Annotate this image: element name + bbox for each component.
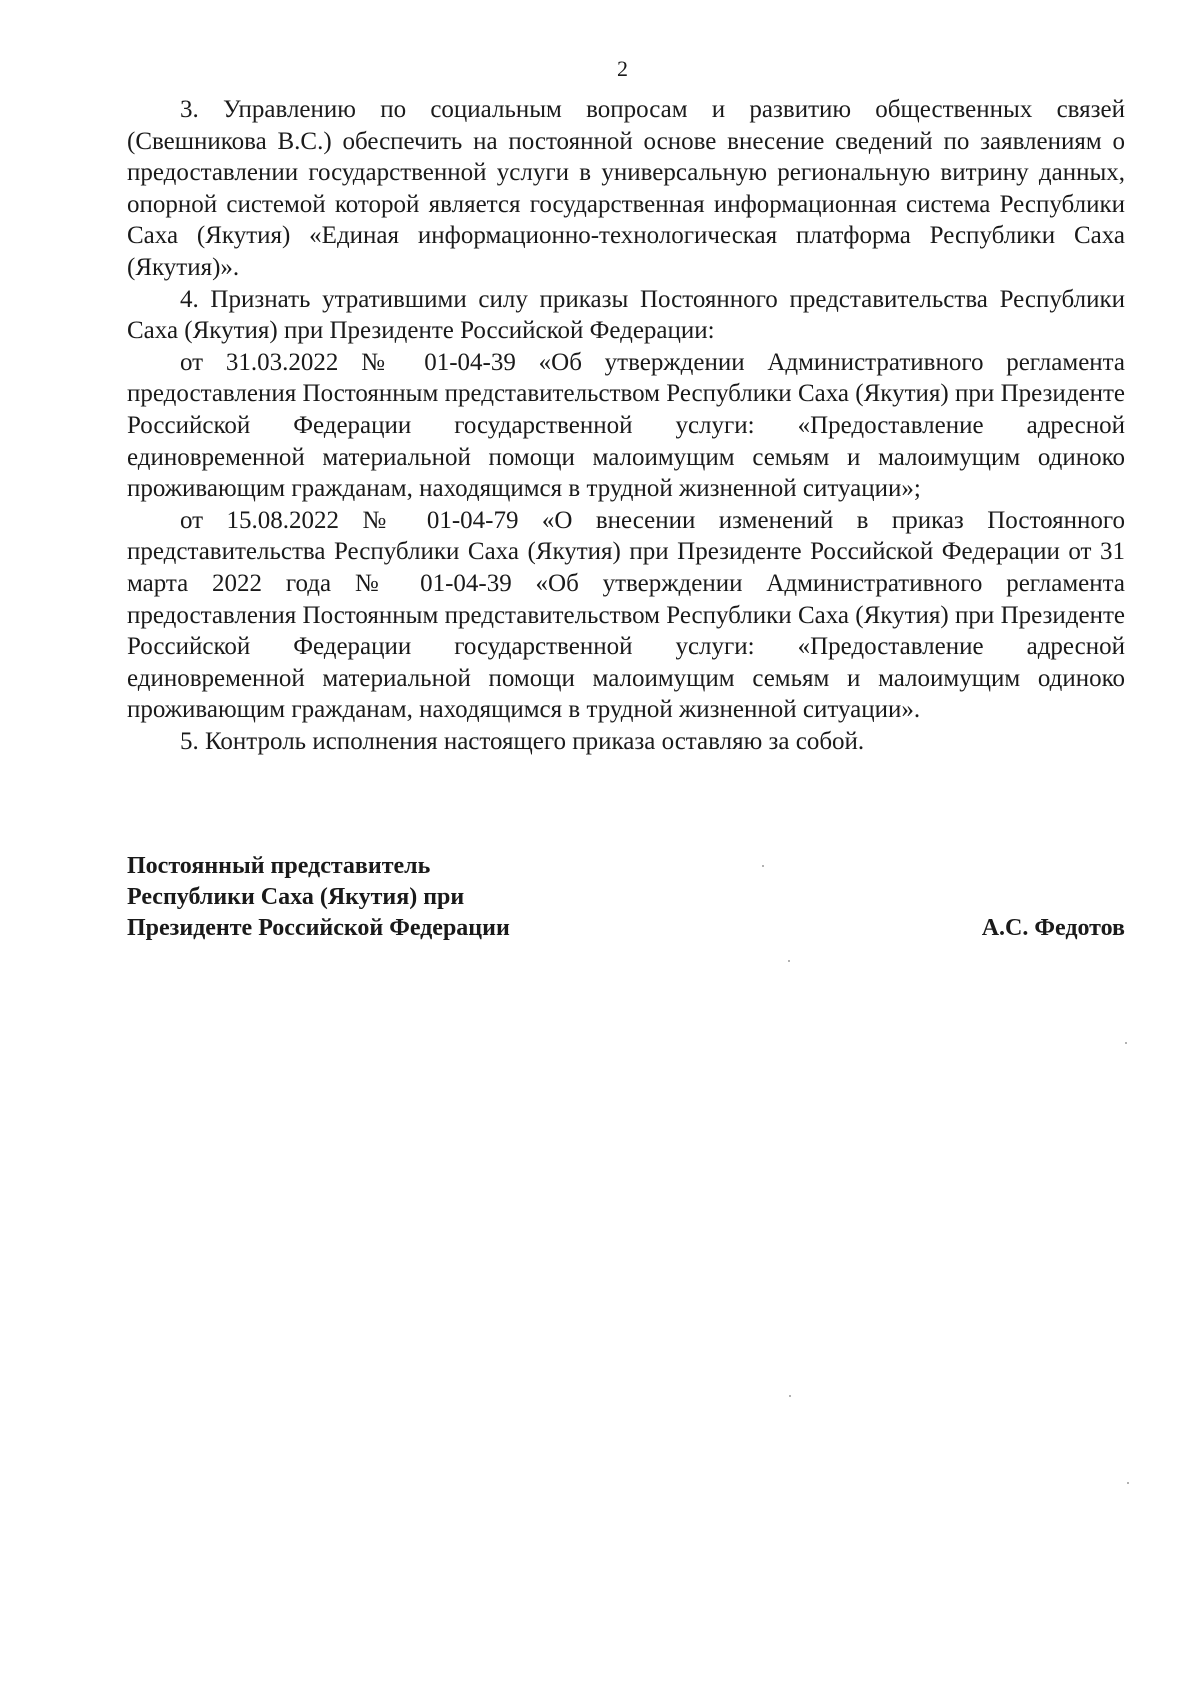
scan-speck: [1127, 1482, 1129, 1484]
paragraph-item-4: 4. Признать утратившими силу приказы Постоянного представительства Республики Саха (Якутия) при Президенте Российской Федерации:: [127, 285, 1125, 345]
page-number: 2: [617, 56, 628, 81]
paragraph-revoked-order-1: от 31.03.2022 № 01-04-39 «Об утверждении Административного регламента предоставления Постоянным представительством Республики Саха (Якутия) при Президенте Российской Федерации государственной услуги: «Предоставление адресной единовременной материальной помощи малоимущим семьям и малоимущим одиноко проживающим гражданам, находящимся в трудной жизненной ситуации»;: [127, 348, 1125, 503]
scan-speck: [788, 960, 790, 962]
scan-speck: [1125, 1042, 1127, 1044]
signatory-position: Постоянный представитель Республики Саха (Якутия) при Президенте Российской Федерации: [127, 853, 510, 941]
signature-block: [127, 851, 1125, 944]
signatory-name: А.С. Федотов: [981, 915, 1125, 941]
paragraph-revoked-order-2: от 15.08.2022 № 01-04-79 «О внесении изменений в приказ Постоянного представительства Республики Саха (Якутия) при Президенте Российской Федерации от 31 марта 2022 года № 01-04-39 «Об утверждении Административного регламента предоставления Постоянным представительством Республики Саха (Якутия) при Президенте Российской Федерации государственной услуги: «Предоставление адресной единовременной материальной помощи малоимущим семьям и малоимущим одиноко проживающим гражданам, находящимся в трудной жизненной ситуации».: [127, 506, 1125, 724]
scan-speck: [789, 1395, 791, 1397]
document-body: [127, 94, 1125, 757]
scan-speck: [762, 865, 764, 867]
paragraph-item-5: 5. Контроль исполнения настоящего приказа оставляю за собой.: [180, 727, 865, 755]
paragraph-item-3: 3. Управлению по социальным вопросам и развитию общественных связей (Свешникова В.С.) обеспечить на постоянной основе внесение сведений по заявлениям о предоставлении государственной услуги в универсальную региональную витрину данных, опорной системой которой является государственная информационная система Республики Саха (Якутия) «Единая информационно-технологическая платформа Республики Саха (Якутия)».: [127, 96, 1125, 281]
